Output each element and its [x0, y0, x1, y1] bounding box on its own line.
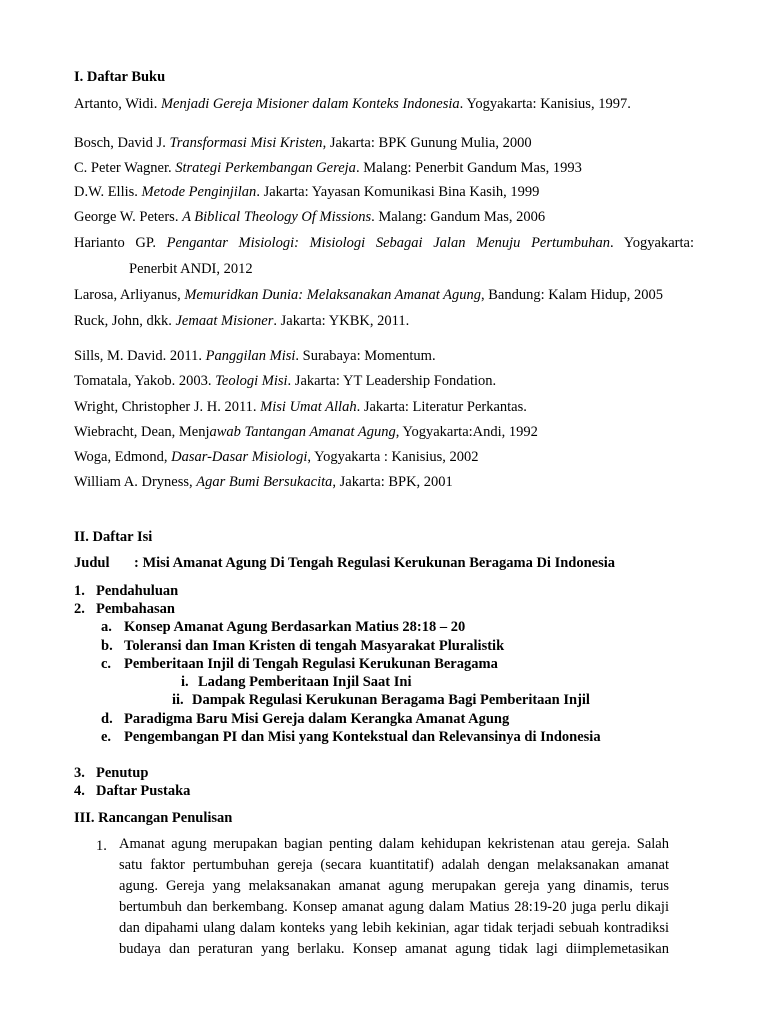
toc-number: 4. [74, 783, 85, 799]
judul-title: : Misi Amanat Agung Di Tengah Regulasi Kerukunan Beragama Di Indonesia [134, 555, 616, 571]
reference-entry: Wiebracht, Dean, Menjawab Tantangan Amanat Agung, Yogyakarta:Andi, 1992 [74, 424, 538, 440]
toc-item: Penutup [96, 765, 149, 781]
reference-entry: Sills, M. David. 2011. Panggilan Misi. Surabaya: Momentum. [74, 348, 436, 364]
toc-number: 1. [74, 583, 85, 599]
reference-entry: Ruck, John, dkk. Jemaat Misioner. Jakarta: YKBK, 2011. [74, 313, 410, 329]
paragraph-body [119, 834, 669, 960]
toc-item: Dampak Regulasi Kerukunan Beragama Bagi Pemberitaan Injil [192, 692, 590, 708]
toc-item: Ladang Pemberitaan Injil Saat Ini [198, 674, 412, 690]
toc-item: Konsep Amanat Agung Berdasarkan Matius 28:18 – 20 [124, 619, 466, 635]
toc-item: Pendahuluan [96, 583, 179, 599]
toc-item: Daftar Pustaka [96, 783, 191, 799]
toc-number: b. [101, 638, 113, 654]
judul-label: Judul [74, 555, 110, 571]
reference-entry: Woga, Edmond, Dasar-Dasar Misiologi, Yogyakarta : Kanisius, 2002 [74, 449, 479, 465]
paragraph-line: agung. Gereja yang melaksanakan amanat agung merupakan gereja yang dinamis, terus [119, 878, 669, 894]
section-heading-daftar-isi: II. Daftar Isi [74, 529, 153, 545]
reference-entry: William A. Dryness, Agar Bumi Bersukacita, Jakarta: BPK, 2001 [74, 474, 453, 490]
toc-item: Toleransi dan Iman Kristen di tengah Masyarakat Pluralistik [124, 638, 505, 654]
toc-item: Paradigma Baru Misi Gereja dalam Kerangka Amanat Agung [124, 711, 510, 727]
toc-item: Pengembangan PI dan Misi yang Kontekstual dan Relevansinya di Indonesia [124, 729, 601, 745]
toc-number: e. [101, 729, 112, 745]
paragraph-line: bertumbuh dan berkembang. Konsep amanat agung dalam Matius 28:19-20 juga perlu dikaji [119, 899, 669, 915]
reference-entry: C. Peter Wagner. Strategi Perkembangan Gereja. Malang: Penerbit Gandum Mas, 1993 [74, 160, 582, 176]
section-heading-daftar-buku: I. Daftar Buku [74, 69, 166, 85]
toc-number: 2. [74, 601, 85, 617]
reference-entry: Harianto GP. Pengantar Misiologi: Misiologi Sebagai Jalan Menuju Pertumbuhan. Yogyakarta: [74, 235, 694, 251]
section-heading-rancangan-penulisan: III. Rancangan Penulisan [74, 810, 233, 826]
paragraph-line: Amanat agung merupakan bagian penting dalam kehidupan kekristenan atau gereja. Salah [119, 836, 669, 852]
toc-number: d. [101, 711, 113, 727]
toc-number: ii. [172, 692, 184, 708]
reference-entry: Tomatala, Yakob. 2003. Teologi Misi. Jakarta: YT Leadership Fondation. [74, 373, 497, 389]
toc-number: i. [181, 674, 189, 690]
paragraph-line: dan dipahami ulang dalam konteks yang lebih kekinian, agar tidak terjadi sebuah kontradiksi [119, 920, 669, 936]
reference-entry: Wright, Christopher J. H. 2011. Misi Umat Allah. Jakarta: Literatur Perkantas. [74, 399, 527, 415]
reference-entry: Bosch, David J. Transformasi Misi Kristen, Jakarta: BPK Gunung Mulia, 2000 [74, 135, 532, 151]
toc-item: Pemberitaan Injil di Tengah Regulasi Kerukunan Beragama [124, 656, 498, 672]
reference-entry: D.W. Ellis. Metode Penginjilan. Jakarta: Yayasan Komunikasi Bina Kasih, 1999 [74, 184, 540, 200]
paragraph-line: satu faktor pertumbuhan gereja (secara kuantitatif) adalah dengan melaksanakan amanat [119, 857, 669, 873]
paragraph-number: 1. [96, 838, 107, 854]
toc-number: a. [101, 619, 112, 635]
toc-number: 3. [74, 765, 85, 781]
reference-entry: Artanto, Widi. Menjadi Gereja Misioner dalam Konteks Indonesia. Yogyakarta: Kanisius, 1997. [74, 96, 631, 112]
reference-entry: Larosa, Arliyanus, Memuridkan Dunia: Melaksanakan Amanat Agung, Bandung: Kalam Hidup, 2005 [74, 287, 664, 303]
reference-entry: George W. Peters. A Biblical Theology Of Missions. Malang: Gandum Mas, 2006 [74, 209, 546, 225]
toc-item: Pembahasan [96, 601, 175, 617]
reference-entry-continuation: Penerbit ANDI, 2012 [129, 261, 253, 277]
toc-number: c. [101, 656, 112, 672]
paragraph-line: budaya dan peraturan yang berlaku. Konsep amanat agung tidak lagi diimplemetasikan [119, 941, 669, 957]
